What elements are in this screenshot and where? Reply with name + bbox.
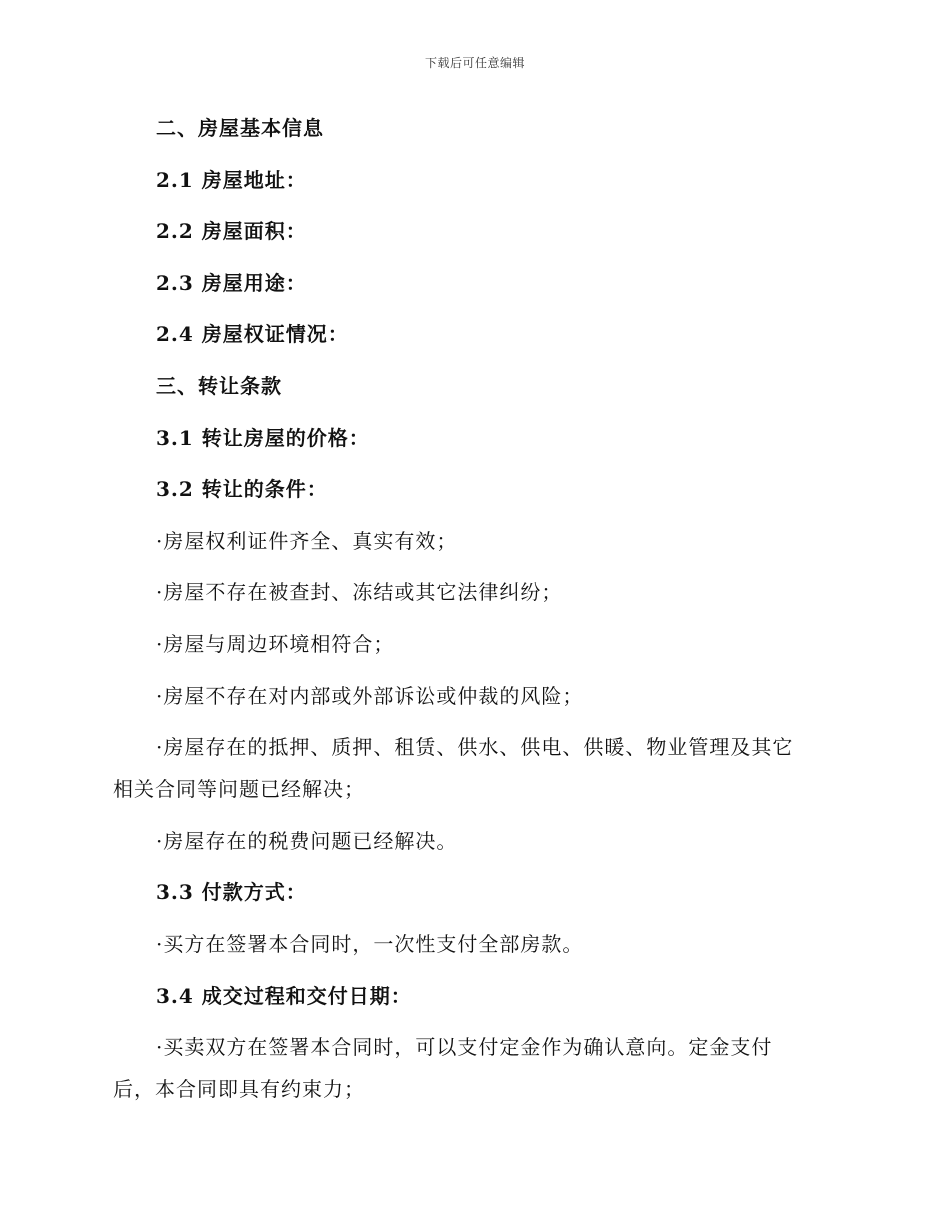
condition-item: ·房屋存在的税费问题已经解决。 [156, 829, 458, 853]
page-header: 下载后可任意编辑 [424, 56, 525, 70]
subsection-transaction-process: 3.4 成交过程和交付日期： [156, 984, 412, 1008]
process-item: ·买卖双方在签署本合同时，可以支付定金作为确认意向。定金支付 [156, 1035, 773, 1059]
condition-item: ·房屋存在的抵押、质押、租赁、供水、供电、供暖、物业管理及其它 [156, 735, 794, 759]
payment-item: ·买方在签署本合同时，一次性支付全部房款。 [156, 932, 584, 956]
field-house-certificate: 2.4 房屋权证情况： [156, 322, 349, 346]
process-item-continued: 后，本合同即具有约束力； [113, 1077, 365, 1101]
field-transfer-price: 3.1 转让房屋的价格： [156, 426, 370, 450]
subsection-transfer-conditions: 3.2 转让的条件： [156, 477, 328, 501]
condition-item: ·房屋与周边环境相符合； [156, 632, 395, 656]
subsection-payment-method: 3.3 付款方式： [156, 880, 307, 904]
condition-item-continued: 相关合同等问题已经解决； [113, 777, 365, 801]
condition-item: ·房屋不存在对内部或外部诉讼或仲裁的风险； [156, 684, 584, 708]
field-house-address: 2.1 房屋地址： [156, 168, 307, 192]
condition-item: ·房屋权利证件齐全、真实有效； [156, 529, 458, 553]
field-house-usage: 2.3 房屋用途： [156, 271, 307, 295]
field-house-area: 2.2 房屋面积： [156, 219, 307, 243]
section-title-basic-info: 二、房屋基本信息 [156, 116, 324, 140]
section-title-transfer-terms: 三、转让条款 [156, 374, 282, 398]
condition-item: ·房屋不存在被查封、冻结或其它法律纠纷； [156, 580, 563, 604]
